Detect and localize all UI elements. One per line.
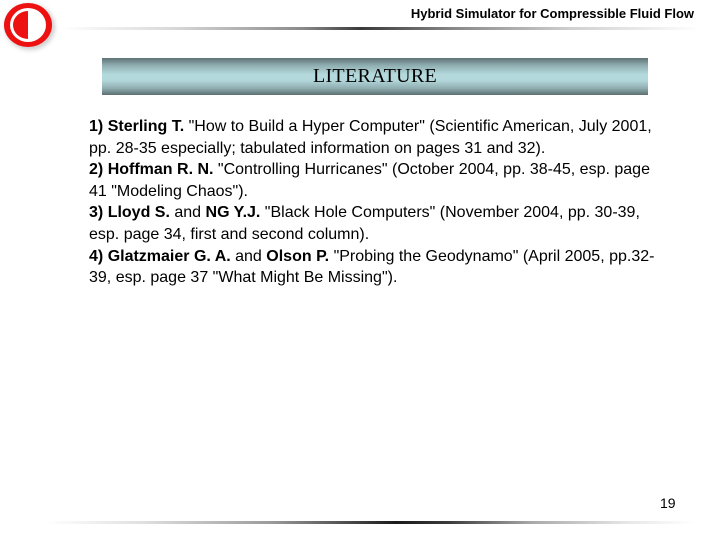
page-number: 19 [660, 495, 676, 511]
reference-number: 1) [89, 118, 104, 135]
reference-author: NG Y.J. [205, 204, 261, 222]
reference-author: Olson P. [266, 247, 330, 265]
reference-author: Glatzmaier G. A. [107, 247, 231, 265]
reference-conjunction: and [230, 247, 267, 265]
logo-inner-ring [10, 8, 46, 42]
university-logo-icon [4, 3, 54, 49]
reference-text: "Probing the Geodynamo" (April 2005, pp.32-39, esp. page 37 "What Might Be Missing"). [89, 247, 655, 287]
reference-text: "How to Build a Hyper Computer" (Scientific American, July 2001, pp. 28-35 especially; tabulated information on pages 31 and 32). [89, 118, 652, 157]
presentation-title: Hybrid Simulator for Compressible Fluid Flow [410, 6, 694, 21]
reference-item [89, 116, 659, 159]
reference-author: Hoffman R. N. [107, 161, 214, 179]
slide-title-banner [102, 58, 648, 95]
reference-item [89, 159, 659, 202]
reference-conjunction: and [169, 204, 206, 222]
header-divider [60, 27, 700, 30]
reference-text: "Controlling Hurricanes" (October 2004, pp. 38-45, esp. page 41 "Modeling Chaos"). [89, 161, 650, 200]
reference-author: Lloyd S. [107, 204, 170, 222]
reference-number: 3) [89, 204, 104, 222]
reference-list [89, 116, 659, 289]
logo-left-half [13, 11, 43, 39]
reference-author: Sterling T. [107, 118, 185, 135]
reference-item [89, 202, 659, 245]
slide-title: LITERATURE [312, 65, 438, 87]
logo-outer-circle [4, 3, 52, 47]
reference-number: 2) [89, 161, 104, 179]
reference-text: "Black Hole Computers" (November 2004, pp. 30-39, esp. page 34, first and second column). [89, 204, 640, 243]
reference-item [89, 246, 659, 289]
footer-divider [45, 521, 695, 524]
reference-number: 4) [89, 247, 104, 265]
